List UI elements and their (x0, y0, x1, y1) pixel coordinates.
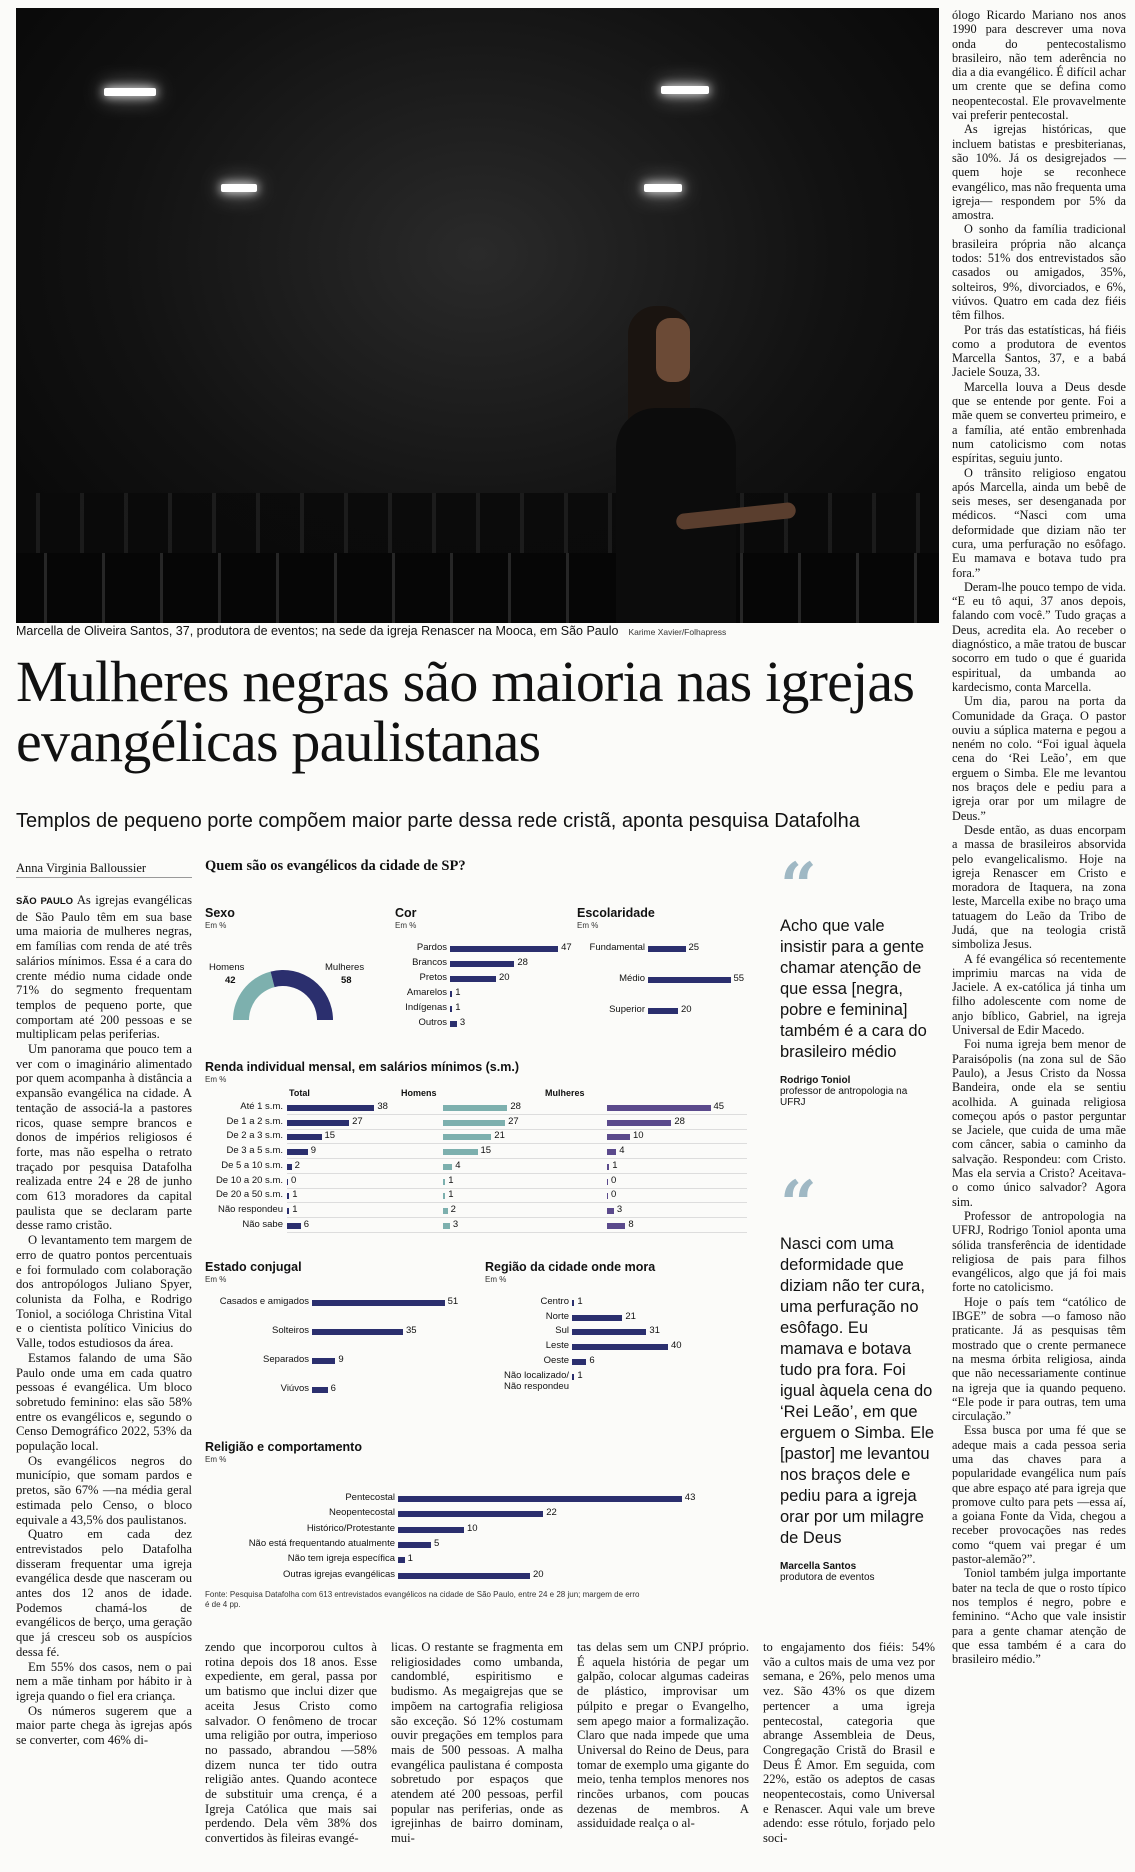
bar-mulheres (607, 1149, 616, 1155)
bar-value: 3 (452, 1218, 459, 1230)
bar-value: 6 (330, 1383, 336, 1394)
bar-label: Fundamental (589, 942, 645, 953)
bar-value: 28 (510, 1101, 521, 1112)
photo-caption (16, 624, 726, 638)
bar-total (287, 1105, 374, 1111)
bar (398, 1557, 405, 1563)
bar-value: 10 (467, 1522, 478, 1534)
bar-label: Sul (555, 1325, 569, 1337)
bar-value: 20 (533, 1568, 544, 1580)
paragraph: Marcella louva a Deus desde que se entende por gente. Foi a mãe quem se converteu primeiro, e a família, até então embrenhada num catolicismo com notas espíritas, seguiu junto. (952, 379, 1126, 466)
bar-label: Norte (545, 1310, 569, 1322)
bar-total (287, 1208, 289, 1214)
row-divider (287, 1143, 747, 1144)
bar-label: Pentecostal (345, 1492, 395, 1503)
bar (450, 1021, 457, 1027)
bar-label: De 20 a 50 s.m. (215, 1189, 283, 1201)
paragraph: Deram-lhe pouco tempo de vida. “E eu tô aqui, 37 anos depois, falando com você.” Tudo graças a Deus, acredita ela. Ao receber o diagnóstico, a mãe tratou de buscar socorro em tudo o que é guarida espiritual, da umbanda ao kardecismo, conta Marcella. (952, 579, 1126, 694)
dateline: SÃO PAULO (16, 896, 74, 907)
bar-homens (443, 1193, 445, 1199)
bar-label: De 2 a 3 s.m. (226, 1130, 283, 1142)
bar-value: 1 (407, 1553, 413, 1565)
chart-subtitle: Renda individual mensal, em salários mínimos (s.m.) (205, 1060, 519, 1074)
bar-label: De 10 a 20 s.m. (215, 1174, 283, 1186)
bar-label: Médio (619, 973, 645, 984)
bar-value: 0 (291, 1174, 297, 1186)
bar-total (287, 1134, 322, 1140)
source-note: Fonte: Pesquisa Datafolha com 613 entrevistados evangélicos na cidade de São Paulo, entre 24 e 28 jun; margem de erro é de 4 pp. (205, 1590, 640, 1609)
chart-subtitle: Religião e comportamento (205, 1440, 362, 1454)
bar-mulheres (607, 1164, 609, 1170)
bar-value: 0 (611, 1174, 617, 1186)
bar-mulheres (607, 1134, 630, 1140)
bar-value: 9 (338, 1354, 344, 1365)
bar-total (287, 1164, 292, 1170)
bar (450, 1006, 452, 1012)
row-divider (287, 1173, 747, 1174)
donut-value: 58 (341, 975, 352, 986)
bar-value: 6 (303, 1218, 310, 1230)
bar-value: 31 (649, 1325, 660, 1337)
bar-value: 1 (448, 1189, 454, 1201)
bar-value: 3 (616, 1203, 623, 1215)
donut-label: Homens (209, 962, 245, 973)
paragraph: Por trás das estatísticas, há fiéis como a produtora de eventos Marcella Santos, 37, e a babá Jaciele Souza, 33. (952, 322, 1126, 380)
bar (572, 1374, 574, 1380)
headline: Mulheres negras são maioria nas igrejas evangélicas paulistanas (16, 649, 915, 774)
bar (312, 1300, 445, 1306)
bar-value: 27 (352, 1115, 363, 1127)
bar (398, 1527, 464, 1533)
bar-label: Casados e amigados (219, 1296, 309, 1307)
bar-mulheres (607, 1120, 671, 1126)
paragraph: Um dia, parou na porta da Comunidade da Graça. O pastor ouviu a súplica materna e pegou a neném no colo. “Foi igual àquela cena do ‘Rei Leão’, em que erguem o Simba. Ele me levantou nos braços dele e pediu para a igreja orar por um milagre de Deus.” (952, 694, 1126, 823)
bar-homens (443, 1105, 507, 1111)
bar (572, 1300, 574, 1306)
caption-text: Marcella de Oliveira Santos, 37, produtora de eventos; na sede da igreja Renascer na Mooca, em São Paulo (16, 624, 619, 638)
bar-homens (443, 1223, 450, 1229)
paragraph: Quatro em cada dez entrevistados pelo Datafolha disseram frequentar uma igreja evangélica desde que nasceram ou antes dos 12 anos de idade. Podemos chamá-los de evangélicos de berço, uma geração que já cresceu sob os auspícios dessa fé. (16, 1527, 192, 1659)
bar-total (287, 1149, 308, 1155)
chart-subtitle: Sexo (205, 906, 235, 920)
bar-value: 10 (633, 1130, 644, 1142)
bar-value: 28 (674, 1115, 685, 1127)
pull-quote-1 (780, 849, 935, 1108)
paragraph: Em 55% dos casos, nem o pai nem a mãe tinham por hábito ir à igreja quando o fiel era criança. (16, 1659, 192, 1703)
bar (312, 1387, 328, 1393)
bar-value: 22 (546, 1507, 557, 1519)
bar-label: Solteiros (272, 1325, 309, 1336)
bar (450, 946, 558, 952)
article-column-2: zendo que incorporou cultos à rotina depois dos 18 anos. Esse expediente, em geral, passa por um batismo que inclui dizer que aceita Jesus Cristo como salvador. O fenômeno de trocar uma religião por outra, imperioso no passado, abrandou —58% dizem nunca ter tido outra religião antes. Quando acontece de substituir uma crença, é a Igreja Católica que mais sai perdendo. Dela vêm 38% dos convertidos às fileiras evangé- (205, 1640, 377, 1846)
bar-mulheres (607, 1179, 608, 1185)
bar (450, 961, 514, 967)
paragraph: Professor de antropologia na UFRJ, Rodrigo Toniol aponta uma sólida transferência de identidade religiosa de pais para filhos evangélicos, algo que já foi mais forte no catolicismo. (952, 1208, 1126, 1295)
bar-total (287, 1179, 288, 1185)
bar-value: 9 (310, 1145, 316, 1157)
bar-value: 43 (684, 1492, 696, 1503)
quote-icon: “ (780, 1167, 817, 1242)
donut-label: Mulheres (325, 962, 365, 973)
bar-label: Outros (418, 1017, 447, 1028)
bar-mulheres (607, 1223, 625, 1229)
bar-total (287, 1120, 349, 1126)
bar-value: 4 (455, 1159, 461, 1171)
bar-value: 28 (517, 957, 528, 968)
bar-value: 6 (589, 1354, 595, 1366)
bar-value: 2 (450, 1203, 456, 1215)
lead-photo (16, 8, 939, 623)
infographic-title: Quem são os evangélicos da cidade de SP? (205, 858, 466, 874)
bar-label: Histórico/Protestante (306, 1522, 395, 1534)
bar-label: Amarelos (406, 987, 447, 998)
bar-label: Leste (545, 1340, 569, 1352)
quote-text: Nasci com uma deformidade que diziam não ter cura, uma perfuração no esôfago. Eu mamava e botava tudo pra fora. Foi igual àquela cena do ‘Rei Leão’, em que erguem o Simba. Ele [pastor] me levantou nos braços dele e pediu para a igreja orar por um milagre de Deus (780, 1235, 935, 1547)
byline: Anna Virginia Balloussier (16, 861, 147, 875)
bar-value: 35 (406, 1325, 417, 1336)
series-header: Homens (401, 1088, 437, 1098)
bar-value: 27 (508, 1115, 519, 1127)
bar-value: 51 (447, 1296, 459, 1307)
row-divider (287, 1217, 747, 1218)
article-column-5: to engajamento dos fiéis: 54% vão a cultos mais de uma vez por semana, e 26%, pelo menos uma vez. São 43% os que dizem pertencer a uma igreja pentecostal, categoria que abrange Assembleia de Deus, Congregação Cristã do Brasil e Deus É Amor. Em seguida, com 22%, estão os adeptos de casas neopentecostais, como Universal e Renascer. Aqui vale um breve adendo: esse rótulo, forjado pelo soci- (763, 1640, 935, 1846)
chart-unit: Em % (205, 1075, 227, 1084)
subheadline: Templos de pequeno porte compõem maior parte dessa rede cristã, aponta pesquisa Datafolha (16, 810, 860, 832)
bar-label: Não respondeu (218, 1203, 283, 1215)
bar-value: 8 (628, 1218, 634, 1230)
bar-homens (443, 1120, 505, 1126)
bar-value: 1 (448, 1174, 454, 1186)
paragraph: Um panorama que pouco tem a ver com o imaginário alimentado por quem acompanha à distância a expansão evangélica na cidade. A tentação de associá-la a pastores ricos, quase sempre brancos e donos de impérios religiosos é forte, mas não espelha o retrato traçado por pesquisa Datafolha realizada entre 24 e 28 de junho com 613 moradores da capital paulista que se declaram parte desse ramo cristão. (16, 1042, 192, 1233)
series-header: Total (289, 1088, 310, 1098)
bar-value: 15 (480, 1145, 492, 1157)
bar-value: 4 (619, 1145, 625, 1157)
paragraph: A fé evangélica só recentemente imprimiu marcas na vida de Jaciele. A ex-católica já tinha um filho adolescente com nome de anjo bíblico, Gabriel, na igreja Universal de Edir Macedo. (952, 951, 1126, 1038)
bar (398, 1511, 543, 1517)
bar-label: Não está frequentando atualmente (248, 1537, 395, 1549)
bar (572, 1315, 622, 1321)
bar-mulheres (607, 1105, 711, 1111)
bar-value: 1 (455, 1002, 461, 1013)
bar-value: 20 (499, 972, 510, 983)
bar-value: 2 (294, 1159, 300, 1171)
chart-unit: Em % (205, 921, 227, 930)
bar-value: 3 (459, 1017, 466, 1028)
chart-subtitle: Cor (395, 906, 417, 920)
chart-subtitle: Escolaridade (577, 906, 655, 920)
paragraph: As igrejas históricas, que incluem batistas e presbiterianas, são 10%. Já os desigrejados —quem hoje se reconhece evangélico, mas não frequenta uma igreja— respondem por 5% da amostra. (952, 122, 1126, 223)
article-column-right (952, 8, 1126, 1666)
bar-label: De 3 a 5 s.m. (226, 1145, 283, 1157)
quote-author-role: professor de antropologia na UFRJ (780, 1086, 908, 1108)
donut-slice-homens (233, 972, 275, 1020)
bar-value: 38 (377, 1101, 388, 1112)
paragraph: Os evangélicos negros do município, que somam pardos e pretos, são 67% —na média geral estimada pelo Censo, o bloco equivale a 43,5% dos paulistanos. (16, 1453, 192, 1527)
quote-icon: “ (780, 849, 817, 924)
bar-value: 1 (292, 1189, 298, 1201)
chart-unit: Em % (205, 1455, 227, 1464)
bar-label: Não localizado/ Não respondeu (504, 1369, 569, 1392)
bar-label: Pretos (419, 972, 447, 983)
bar (398, 1496, 682, 1502)
chart-unit: Em % (395, 921, 417, 930)
bar-label: De 5 a 10 s.m. (221, 1159, 283, 1171)
paragraph: Foi numa igreja bem menor de Paraisópolis (na zona sul de São Paulo), a Jesus Cristo da Nossa Bandeira, onde ela se sentiu acolhida. A guinada religiosa começou após o pastor perguntar se Jaciele, que cuida de uma mãe com câncer, sabia o caminho da salvação. Respondeu: com Cristo. Mas ela servia a Cristo? Aceitava-o como único salvador? Agora sim. (952, 1037, 1126, 1209)
bar-label: Neopentecostal (328, 1507, 395, 1519)
bar-label: Não sabe (242, 1218, 283, 1230)
bar-mulheres (607, 1208, 614, 1214)
bar-value: 40 (671, 1340, 682, 1352)
bar-label: Viúvos (280, 1383, 309, 1394)
row-divider (287, 1232, 747, 1233)
paragraph: Desde então, as duas encorpam a massa de brasileiros absorvida pelo evangelicalismo. Hoje na igreja Renascer em Cristo e moradora de Itaquera, na zona leste, Marcella exibe no braço uma tatuagem do Leão da Tribo de Judá, que na teologia cristã simboliza Jesus. (952, 822, 1126, 952)
paragraph: Toniol também julga importante bater na tecla de que o rosto típico nos templos é negro, pobre e feminino. “Acho que vale insistir para a gente chamar atenção de que essa também é a cara do brasileiro médio.” (952, 1566, 1126, 1667)
chart-subtitle: Estado conjugal (205, 1260, 302, 1274)
bar-value: 1 (292, 1203, 298, 1215)
chart-unit: Em % (205, 1275, 227, 1284)
row-divider (287, 1129, 747, 1130)
article-column-1 (16, 893, 192, 1748)
paragraph: ólogo Ricardo Mariano nos anos 1990 para descrever uma nova onda do pentecostalismo brasileiro, não tem aderência no dia a dia evangélico. É difícil achar um crente que se defina como neopentecostal. Ele provavelmente vai preferir pentecostal. (952, 8, 1126, 123)
bar (648, 1008, 678, 1014)
bar-label: Superior (609, 1004, 645, 1015)
bar-homens (443, 1179, 445, 1185)
paragraph: Hoje o país tem “católico de IBGE” de sobra —o famoso não praticante. Já as pesquisas têm mostrado que o crente permanece na mesma órbita religiosa, ainda que não necessariamente continue na igreja que ia quando pequeno. “Ele pode ir para outras, tem uma circulação.” (952, 1294, 1126, 1424)
bar (648, 946, 686, 952)
quote-author-role: produtora de eventos (780, 1572, 875, 1583)
paragraph: As igrejas evangélicas de São Paulo têm em sua base uma maioria de mulheres negras, em famílias com renda de até três salários mínimos. Essa é a cara do crente médio numa cidade onde 71% do segmento frequentam templos de pequeno porte, que comportam até 200 pessoas e se multiplicam pelas periferias. (16, 893, 192, 1042)
bar-value: 1 (455, 987, 461, 998)
bar-label: Outras igrejas evangélicas (283, 1568, 395, 1580)
bar-value: 1 (577, 1369, 583, 1381)
bar (648, 977, 731, 983)
bar (572, 1359, 586, 1365)
article-column-4: tas delas sem um CNPJ próprio. É aquela história de pegar um galpão, colocar algumas cadeiras de plástico, improvisar um púlpito e pregar o Evangelho, sem apego maior a formalização. Claro que nada impede que uma Universal do Reino de Deus, para tomar de exemplo uma gigante do meio, tenha templos menores nos rincões urbanos, com poucas dezenas de membros. A assiduidade realça o al- (577, 1640, 749, 1831)
bar-homens (443, 1149, 478, 1155)
bar-label: Separados (263, 1354, 309, 1365)
paragraph: Estamos falando de uma São Paulo onde uma em cada quatro pessoas é evangélica. Um bloco sobretudo feminino: elas são 58% entre os evangélicos e, segundo o Censo Demográfico 2022, 53% da população local. (16, 1350, 192, 1454)
bar (450, 976, 496, 982)
bar-label: Brancos (412, 957, 447, 968)
paragraph: O trânsito religioso engatou após Marcella, ainda um bebê de seis meses, ser desenganada por médicos. “Nasci com uma deformidade que diziam não ter cura, uma perfuração no esôfago. Eu mamava e botava tudo pra fora.” (952, 465, 1126, 580)
bar-total (287, 1223, 301, 1229)
bar (398, 1573, 530, 1579)
bar (450, 991, 452, 997)
bar-value: 15 (324, 1130, 336, 1142)
row-divider (287, 1158, 747, 1159)
bar-value: 25 (688, 942, 700, 953)
bar-value: 1 (577, 1296, 583, 1307)
chart-subtitle: Região da cidade onde mora (485, 1260, 656, 1274)
donut-value: 42 (225, 975, 236, 986)
bar (572, 1329, 646, 1335)
series-header: Mulheres (545, 1088, 585, 1098)
paragraph: Essa busca por uma fé que se adeque mais a cada pessoa seria uma das chaves para a popularidade evangélica num país que abre espaço até para igreja que promove culto para pets —essa aí, a goiana Fonte da Vida, chegou a receber provocações nas redes como “quem vai pregar é um pastor-alemão?”. (952, 1423, 1126, 1567)
bar-homens (443, 1134, 491, 1140)
bar-value: 5 (434, 1537, 440, 1549)
bar-label: Pardos (416, 942, 447, 953)
bar-value: 55 (733, 973, 745, 984)
bar-value: 20 (681, 1004, 692, 1015)
bar-label: Centro (540, 1296, 569, 1307)
bar-value: 0 (611, 1189, 617, 1201)
row-divider (287, 1188, 747, 1189)
chart-unit: Em % (577, 921, 599, 930)
infographic (205, 858, 757, 1613)
bar-label: Indígenas (405, 1002, 447, 1013)
donut-slice-mulheres (271, 970, 333, 1020)
bar-homens (443, 1208, 448, 1214)
bar-value: 45 (713, 1101, 725, 1112)
bar (312, 1329, 403, 1335)
paragraph: O sonho da família tradicional brasileira própria não alcança todos: 51% dos entrevistados são casados ou amigados, 35%, solteiros, 9%, divorciados, e 6%, viúvos. Quatro em cada dez fiéis têm filhos. (952, 222, 1126, 323)
paragraph: O levantamento tem margem de erro de quatro pontos percentuais e foi formulado com colaboração dos antropólogos Juliano Spyer, colunista da Folha, e Rodrigo Toniol, a socióloga Christina Vital e o cientista político Vinicius do Valle, todos estudiosos da área. (16, 1233, 192, 1351)
bar-value: 1 (612, 1159, 618, 1171)
quote-author: Marcella Santos (780, 1561, 857, 1572)
bar (572, 1344, 668, 1350)
bar-homens (443, 1164, 452, 1170)
bar (312, 1358, 335, 1364)
bar-label: Oeste (543, 1354, 569, 1366)
quote-author: Rodrigo Toniol (780, 1075, 851, 1086)
bar (398, 1542, 431, 1548)
quote-text: Acho que vale insistir para a gente chamar atenção de que essa [negra, pobre e feminina] também é a cara do brasileiro médio (780, 917, 927, 1061)
photo-credit: Karime Xavier/Folhapress (628, 627, 727, 637)
bar-label: Até 1 s.m. (240, 1101, 283, 1112)
bar-value: 21 (625, 1310, 636, 1322)
pull-quote-2 (780, 1167, 935, 1583)
bar-mulheres (607, 1193, 608, 1199)
bar-total (287, 1193, 289, 1199)
article-column-3: licas. O restante se fragmenta em religiosidades como umbanda, candomblé, espiritismo e budismo. As megaigrejas que se impõem na cartografia religiosa são exceção. Só 12% costumam ouvir pregações em templos para mais de 500 pessoas. A malha evangélica paulistana é composta sobretudo por espaços que atendem até 200 pessoas, perfil popular nas periferias, onde as igrejinhas de bairro dominam, mui- (391, 1640, 563, 1846)
chart-unit: Em % (485, 1275, 507, 1284)
bar-value: 47 (561, 942, 572, 953)
row-divider (287, 1202, 747, 1203)
paragraph: Os números sugerem que a maior parte chega às igrejas após se converter, com 46% di- (16, 1703, 192, 1748)
bar-label: De 1 a 2 s.m. (226, 1115, 283, 1127)
bar-label: Não tem igreja específica (287, 1553, 395, 1565)
bar-value: 21 (494, 1130, 505, 1142)
